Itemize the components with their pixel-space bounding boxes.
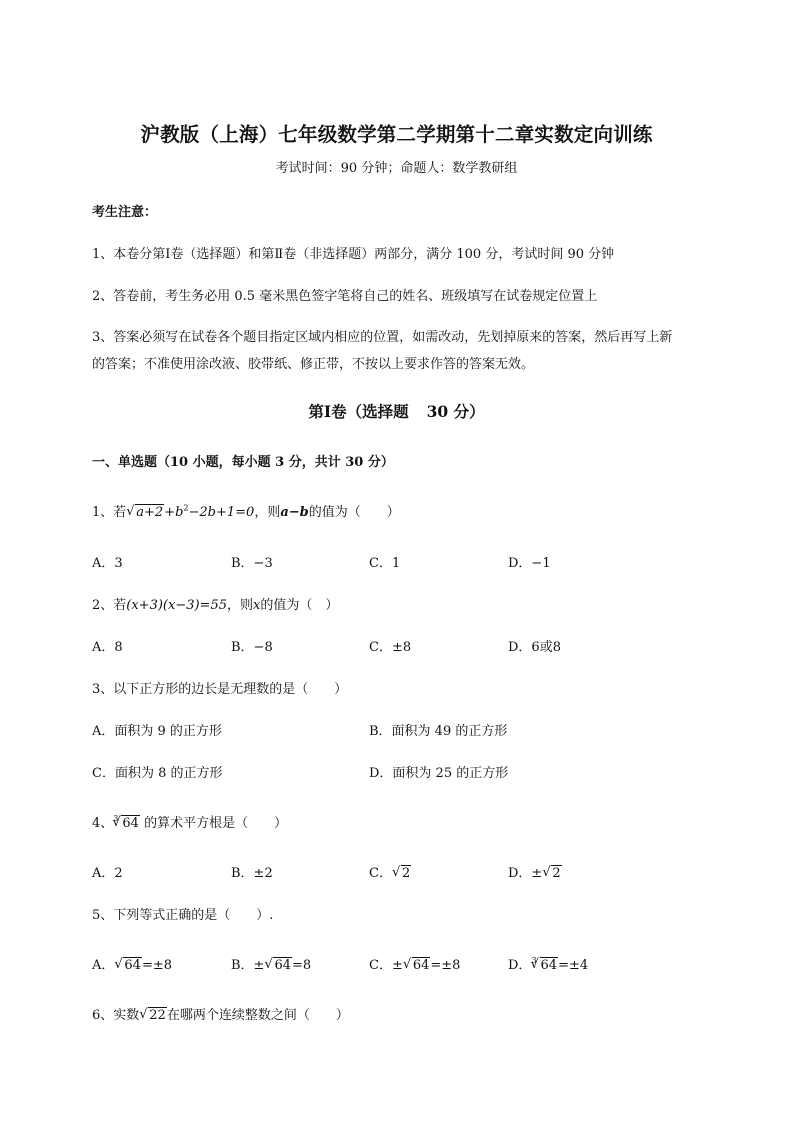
page-subtitle: 考试时间：90 分钟；命题人：数学教研组 bbox=[275, 161, 518, 176]
q4-option-a[interactable]: A．2 bbox=[92, 866, 123, 881]
q3-option-a[interactable]: A．面积为 9 的正方形 bbox=[92, 724, 222, 739]
notice-item-1: 1、本卷分第Ⅰ卷（选择题）和第Ⅱ卷（非选择题）两部分，满分 100 分，考试时间 90 分钟 bbox=[92, 247, 615, 262]
question-2: 2、若(x+3)(x−3)=55，则x的值为（ ） bbox=[92, 598, 339, 613]
question-4: 4、$^3$√ 64 的算术平方根是（ ） bbox=[92, 812, 287, 831]
q2-option-b[interactable]: B．−8 bbox=[231, 640, 273, 655]
q5-option-b[interactable]: B．±√ 64=8 bbox=[231, 954, 311, 973]
question-5: 5、下列等式正确的是（ ）. bbox=[92, 908, 274, 923]
q2-option-a[interactable]: A．8 bbox=[92, 640, 123, 655]
q1-option-d[interactable]: D．−1 bbox=[508, 556, 551, 571]
q1-option-b[interactable]: B．−3 bbox=[231, 556, 273, 571]
q4-option-b[interactable]: B．±2 bbox=[231, 866, 273, 881]
q5-option-c[interactable]: C．±√ 64=±8 bbox=[369, 954, 460, 973]
q1-option-a[interactable]: A．3 bbox=[92, 556, 123, 571]
sqrt-expression: √ 22 bbox=[139, 1008, 167, 1023]
notice-item-3-cont: 的答案；不准使用涂改液、胶带纸、修正带，不按以上要求作答的答案无效。 bbox=[92, 357, 535, 372]
q4-option-c[interactable]: C．√ 2 bbox=[369, 862, 411, 881]
question-1: 1、若√ $a+2+b^2-2b+1=0$，则a−b的值为（ ） bbox=[92, 501, 400, 520]
section-title bbox=[0, 400, 793, 422]
q5-option-a[interactable]: A．√ 64=±8 bbox=[92, 954, 172, 973]
section-title-a: 第Ⅰ卷（选择题 bbox=[308, 402, 409, 421]
q3-option-c[interactable]: C．面积为 8 的正方形 bbox=[92, 766, 223, 781]
section-title-b: 30 分） bbox=[426, 402, 485, 421]
question-6: 6、实数√ 22在哪两个连续整数之间（ ） bbox=[92, 1004, 349, 1023]
notice-heading: 考生注意： bbox=[92, 205, 158, 220]
cube-root-expression: √ 64 bbox=[112, 816, 140, 831]
q1-option-c[interactable]: C．1 bbox=[369, 556, 401, 571]
q2-option-d[interactable]: D．6或8 bbox=[508, 640, 561, 655]
sqrt-expression: √ a+2 bbox=[126, 505, 164, 520]
q3-option-d[interactable]: D．面积为 25 的正方形 bbox=[369, 766, 509, 781]
notice-item-2: 2、答卷前，考生务必用 0.5 毫米黑色签字笔将自己的姓名、班级填写在试卷规定位置上 bbox=[92, 289, 598, 304]
page-title: 沪教版（上海）七年级数学第二学期第十二章实数定向训练 bbox=[140, 123, 653, 146]
q5-option-d[interactable]: D．$^3$√ 64=±4 bbox=[508, 954, 588, 973]
q3-option-b[interactable]: B．面积为 49 的正方形 bbox=[369, 724, 508, 739]
part-heading: 一、单选题（10 小题，每小题 3 分，共计 30 分） bbox=[92, 455, 394, 470]
notice-item-3: 3、答案必须写在试卷各个题目指定区域内相应的位置，如需改动，先划掉原来的答案，然后再写上新 bbox=[92, 330, 673, 345]
q2-option-c[interactable]: C．±8 bbox=[369, 640, 412, 655]
q4-option-d[interactable]: D．±√ 2 bbox=[508, 862, 562, 881]
question-3: 3、以下正方形的边长是无理数的是（ ） bbox=[92, 682, 348, 697]
